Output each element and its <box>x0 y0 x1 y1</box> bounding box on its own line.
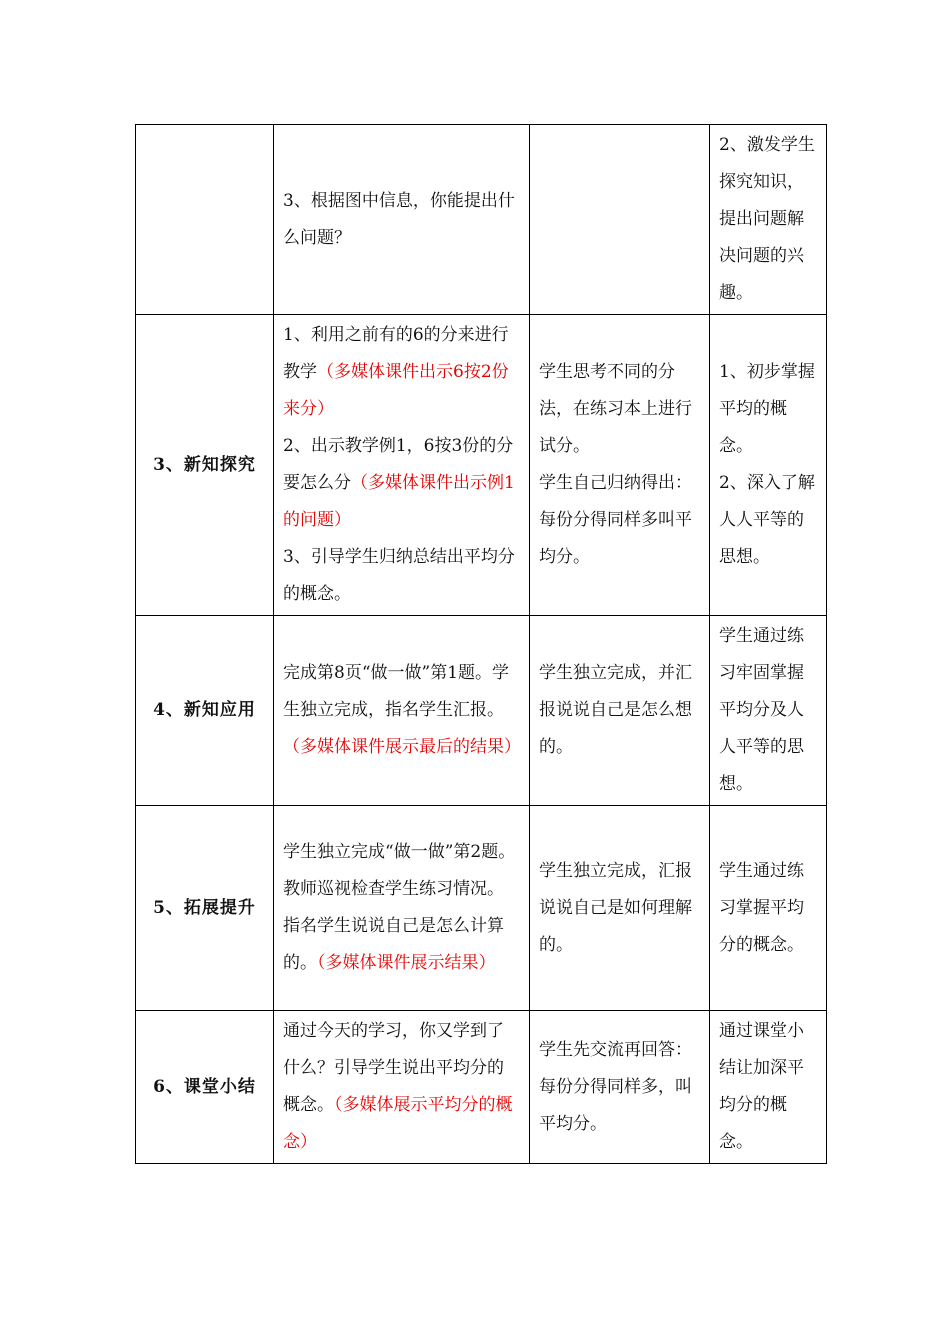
student-activity-cell <box>530 616 710 806</box>
teacher-text: 3、引导学生归纳总结出平均分的概念。 <box>283 547 515 604</box>
student-activity-cell <box>530 315 710 616</box>
design-purpose-cell <box>710 125 827 315</box>
teacher-activity-cell <box>274 315 530 616</box>
design-purpose-cell <box>710 806 827 1011</box>
teacher-text: 2、出示教学例1，6按3份的分要怎么分 <box>283 436 514 493</box>
teacher-text: 1、利用之前有的6的分来进行教学 <box>283 325 509 382</box>
stage-cell <box>136 125 274 315</box>
teacher-activity-cell <box>274 616 530 806</box>
purpose-text: 2、激发学生探究知识，提出问题解决问题的兴趣。 <box>719 135 815 303</box>
purpose-text: 1、初步掌握平均的概念。 <box>719 362 815 456</box>
student-text: 学生思考不同的分法，在练习本上进行试分。 <box>539 362 692 456</box>
stage-cell: 6、课堂小结 <box>136 1011 274 1164</box>
design-purpose-cell <box>710 315 827 616</box>
table-row <box>136 315 827 616</box>
design-purpose-cell <box>710 1011 827 1164</box>
stage-cell: 4、新知应用 <box>136 616 274 806</box>
table-row <box>136 1011 827 1164</box>
multimedia-note: （多媒体展示平均分的概念） <box>283 1095 513 1152</box>
table-row <box>136 806 827 1011</box>
design-purpose-cell <box>710 616 827 806</box>
student-activity-cell <box>530 806 710 1011</box>
teacher-text: 完成第8页“做一做”第1题。学生独立完成，指名学生汇报。 <box>283 663 510 720</box>
multimedia-note: （多媒体课件展示最后的结果） <box>283 737 521 757</box>
teacher-text: 3、根据图中信息，你能提出什么问题？ <box>283 190 515 248</box>
stage-cell: 3、新知探究 <box>136 315 274 616</box>
student-text: 学生独立完成，汇报说说自己是如何理解的。 <box>539 860 692 955</box>
student-text: 学生独立完成，并汇报说说自己是怎么想的。 <box>539 663 692 757</box>
multimedia-note: （多媒体课件展示结果） <box>317 953 496 973</box>
student-text: 学生自己归纳得出：每份分得同样多叫平均分。 <box>539 473 692 567</box>
purpose-text: 学生通过练习牢固掌握平均分及人人平等的思想。 <box>719 626 804 794</box>
purpose-text: 2、深入了解人人平等的思想。 <box>719 473 815 567</box>
purpose-text: 通过课堂小结让加深平均分的概念。 <box>719 1021 804 1152</box>
multimedia-note: （多媒体课件出示6按2份来分） <box>283 362 509 419</box>
purpose-text: 学生通过练习掌握平均分的概念。 <box>719 860 804 955</box>
stage-cell: 5、拓展提升 <box>136 806 274 1011</box>
student-activity-cell <box>530 1011 710 1164</box>
teacher-text: 通过今天的学习，你又学到了什么？引导学生说出平均分的概念。 <box>283 1021 504 1115</box>
teacher-text: 学生独立完成“做一做”第2题。教师巡视检查学生练习情况。指名学生说说自己是怎么计算的。 <box>283 842 516 973</box>
multimedia-note: （多媒体课件出示例1的问题） <box>283 473 515 530</box>
student-activity-cell <box>530 125 710 315</box>
table-row <box>136 616 827 806</box>
student-text: 学生先交流再回答：每份分得同样多，叫平均分。 <box>539 1039 692 1134</box>
teacher-activity-cell <box>274 806 530 1011</box>
lesson-plan-table <box>135 124 827 1164</box>
teacher-activity-cell <box>274 125 530 315</box>
teacher-activity-cell <box>274 1011 530 1164</box>
table-row <box>136 125 827 315</box>
